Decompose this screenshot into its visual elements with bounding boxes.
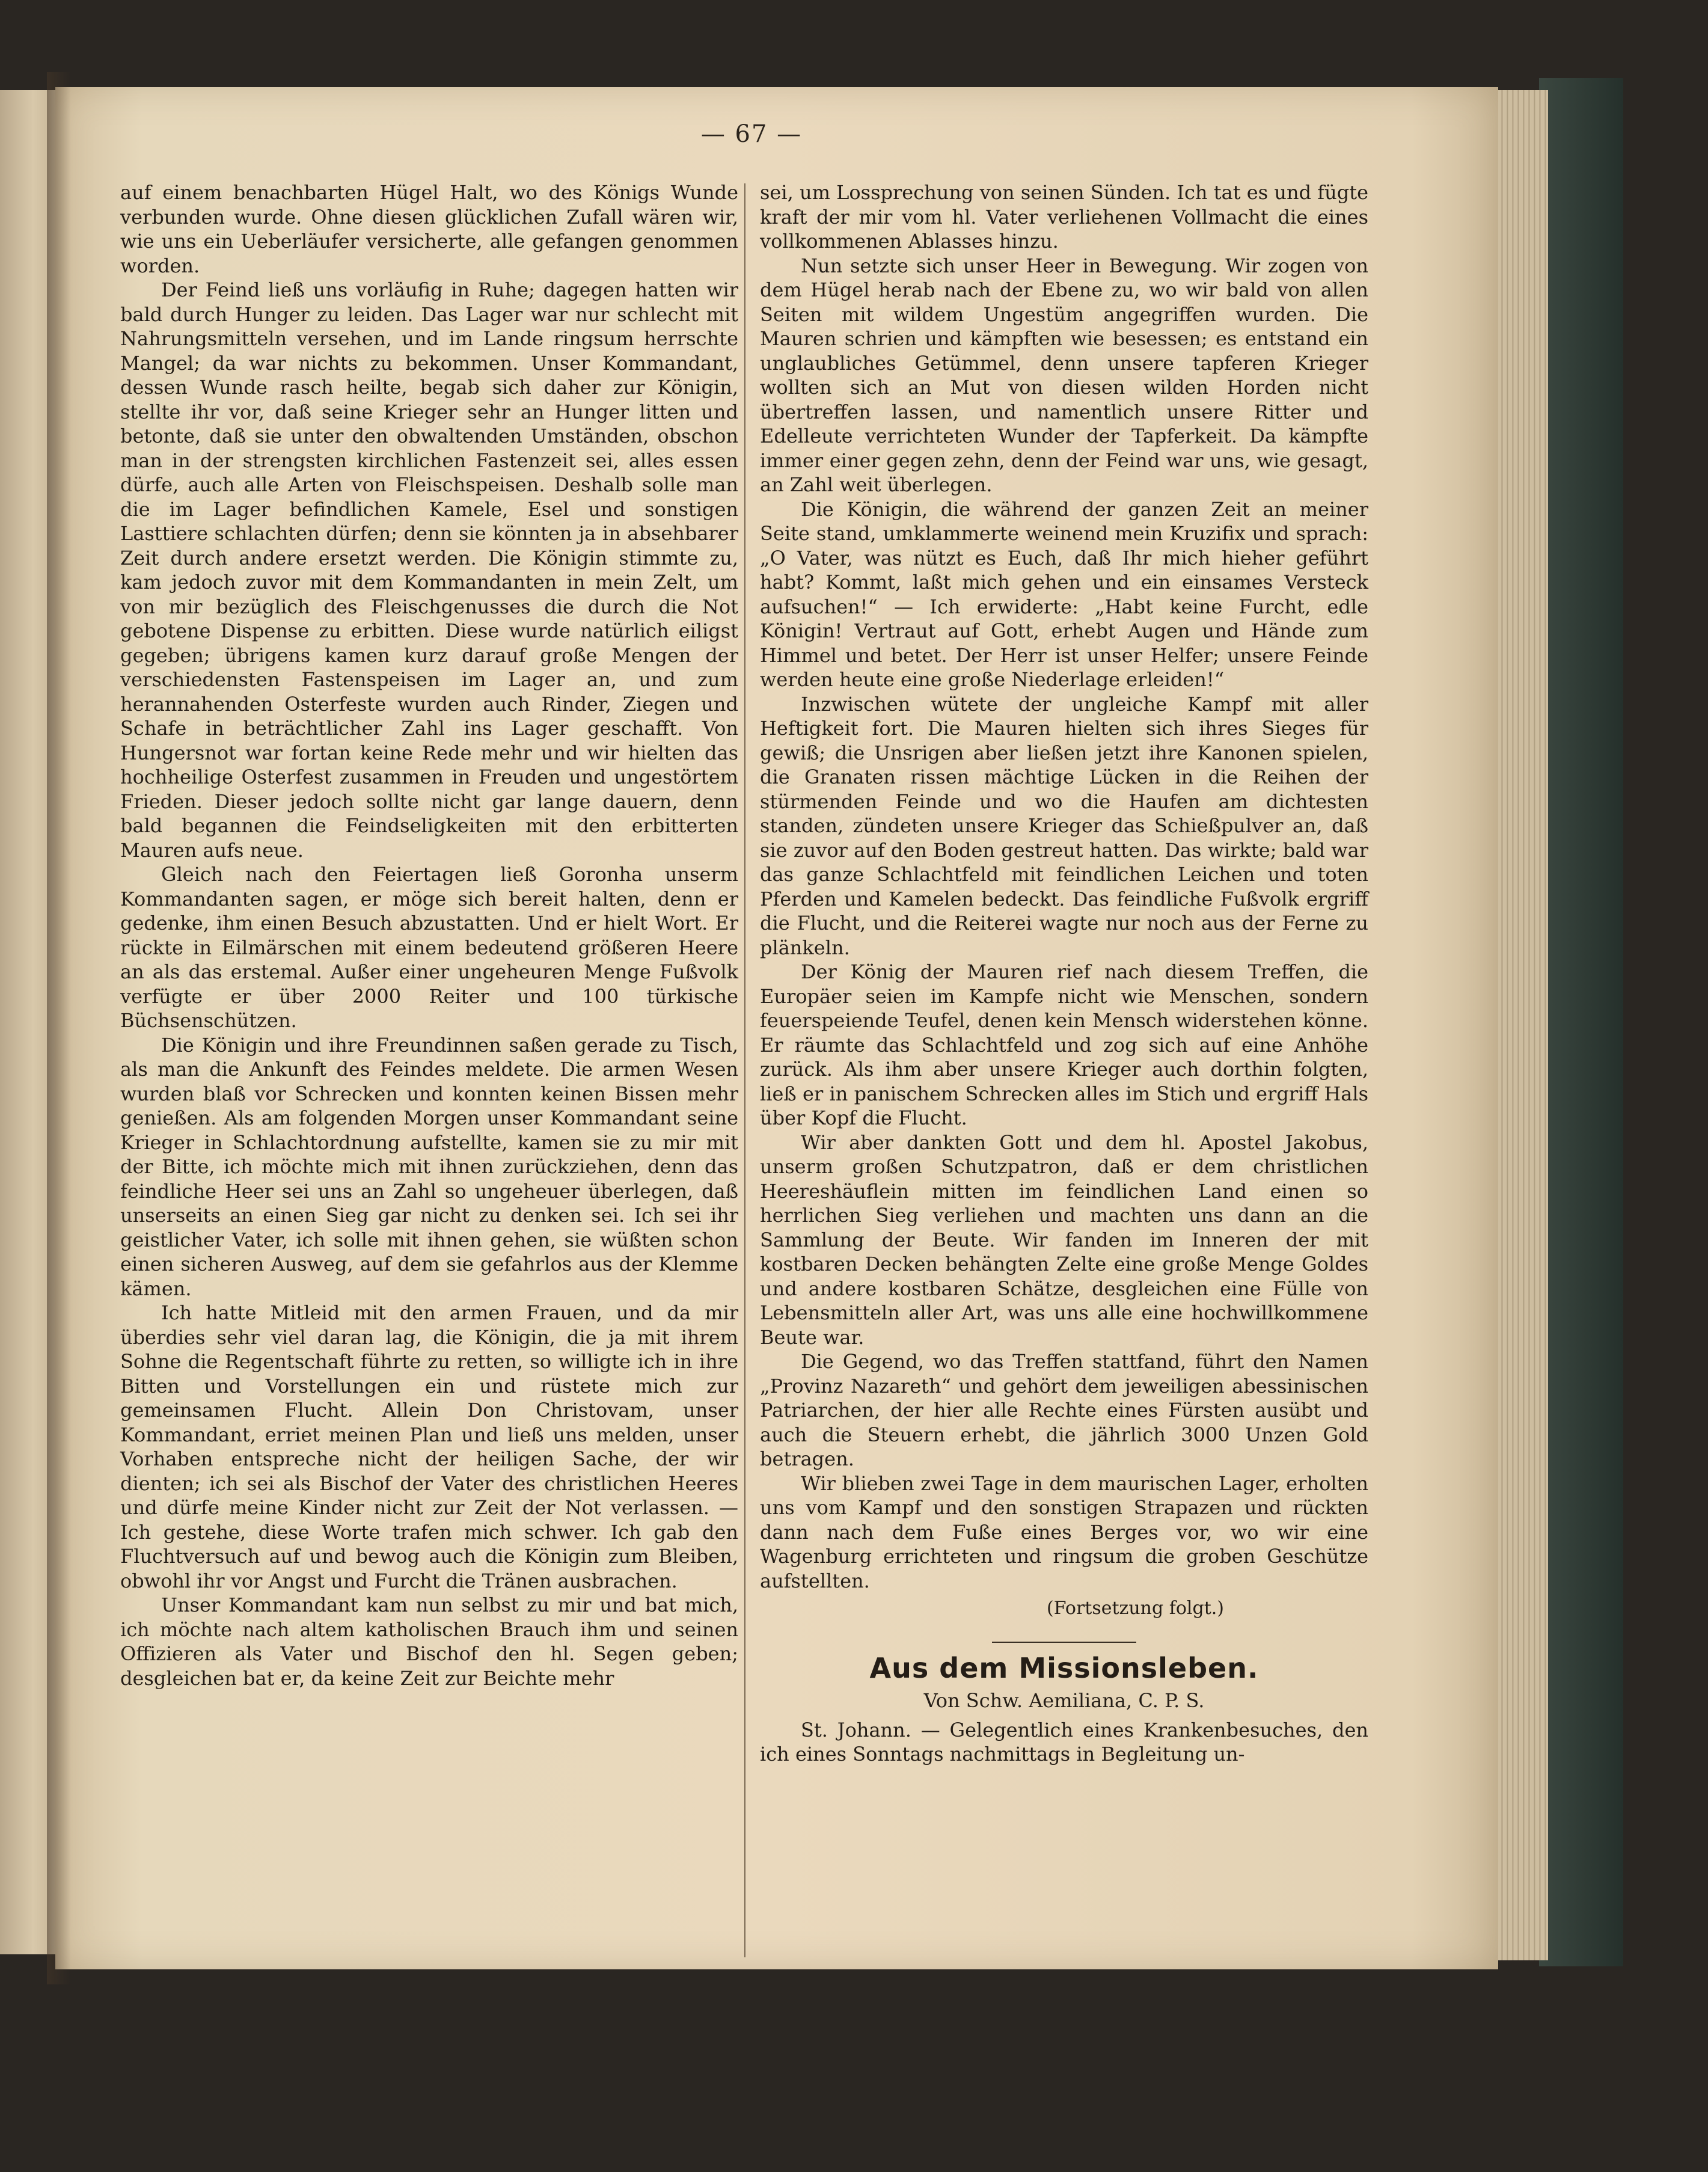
paragraph: Nun setzte sich unser Heer in Bewegung. Wir zogen von dem Hügel herab nach der Ebene zu, wo wir bald von allen Seiten mit wildem Ungestüm angegriffen wurden. Die Mauren schrien und kämpften wie besessen; es entstand ein unglaubliches Getümmel, denn unsere tapferen Krieger wollten sich an Mut von diesen wilden Horden nicht übertreffen lassen, und namentlich unsere Ritter und Edelleute verrichteten Wunder der Tapferkeit. Da kämpfte immer einer gegen zehn, denn der Feind war uns, wie gesagt, an Zahl weit überlegen.: [760, 254, 1368, 496]
paragraph: sei, um Lossprechung von seinen Sünden. Ich tat es und fügte kraft der mir vom hl. Vater verliehenen Vollmacht die eines vollkommenen Ablasses hinzu.: [760, 181, 1368, 253]
paragraph: auf einem benachbarten Hügel Halt, wo des Königs Wunde verbunden wurde. Ohne diesen glücklichen Zufall wären wir, wie uns ein Ueberläufer versicherte, alle gefangen genommen worden.: [120, 181, 738, 277]
paragraph: Die Königin, die während der ganzen Zeit an meiner Seite stand, umklammerte weinend mein Kruzifix und sprach: „O Vater, was nützt es Euch, daß Ihr mich hieher geführt habt? Kommt, laßt mich gehen und ein einsames Versteck aufsuchen!“ — Ich erwiderte: „Habt keine Furcht, edle Königin! Vertraut auf Gott, erhebt Augen und Hände zum Himmel und betet. Der Herr ist unser Helfer; unsere Feinde werden heute eine große Niederlage erleiden!“: [760, 497, 1368, 691]
page-number: — 67 —: [700, 120, 803, 148]
paragraph: St. Johann. — Gelegentlich eines Krankenbesuches, den ich eines Sonntags nachmittags in Begleitung un-: [760, 1718, 1368, 1766]
column-divider: [744, 183, 745, 1957]
book-cover-board: [1539, 78, 1623, 1966]
paragraph: Der König der Mauren rief nach diesem Treffen, die Europäer seien im Kampfe nicht wie Menschen, sondern feuerspeiende Teufel, denen kein Mensch widerstehen könne. Er räumte das Schlachtfeld und zog sich auf eine Anhöhe zurück. Als ihm aber unsere Krieger auch dorthin folgten, ließ er in panischem Schrecken alles im Stich und ergriff Hals über Kopf die Flucht.: [760, 960, 1368, 1129]
paragraph: Inzwischen wütete der ungleiche Kampf mit aller Heftigkeit fort. Die Mauren hielten sich ihres Sieges für gewiß; die Unsrigen aber ließen jetzt ihre Kanonen spielen, die Granaten rissen mächtige Lücken in die Reihen der stürmenden Feinde und wo die Haufen am dichtesten standen, zündeten unsere Krieger das Schießpulver an, daß sie zuvor auf den Boden gestreut hatten. Das wirkte; bald war das ganze Schlachtfeld mit feindlichen Leichen und toten Pferden und Kamelen bedeckt. Das feindliche Fußvolk ergriff die Flucht, und die Reiterei wagte nur noch aus der Ferne zu plänkeln.: [760, 692, 1368, 959]
left-column: [120, 180, 738, 1690]
paragraph: Unser Kommandant kam nun selbst zu mir und bat mich, ich möchte nach altem katholischen Brauch ihm und seinen Offizieren als Vater und Bischof den hl. Segen geben; desgleichen bat er, da keine Zeit zur Beichte mehr: [120, 1594, 738, 1690]
paragraph: Wir blieben zwei Tage in dem maurischen Lager, erholten uns vom Kampf und den sonstigen Strapazen und rückten dann nach dem Fuße eines Berges vor, wo wir eine Wagenburg errichteten und ringsum die groben Geschütze aufstellten.: [760, 1471, 1368, 1592]
section-heading: Aus dem Missionsleben.: [869, 1651, 1259, 1684]
paragraph: Die Königin und ihre Freundinnen saßen gerade zu Tisch, als man die Ankunft des Feindes meldete. Die armen Wesen wurden blaß vor Schrecken und konnten keinen Bissen mehr genießen. Als am folgenden Morgen unser Kommandant seine Krieger in Schlachtordnung aufstellte, kamen sie zu mir mit der Bitte, ich möchte mich mit ihnen zurückziehen, denn das feindliche Heer sei uns an Zahl so ungeheuer überlegen, daß unserseits an einen Sieg gar nicht zu denken sei. Ich sei ihr geistlicher Vater, ich solle mit ihnen gehen, sie wüßten schon einen sicheren Ausweg, auf dem sie gefahrlos aus der Klemme kämen.: [120, 1033, 738, 1300]
paragraph: Die Gegend, wo das Treffen stattfand, führt den Namen „Provinz Nazareth“ und gehört dem jeweiligen abessinischen Patriarchen, der hier alle Rechte eines Fürsten ausübt und auch die Steuern erhebt, die jährlich 3000 Unzen Gold betragen.: [760, 1350, 1368, 1470]
continuation-note: (Fortsetzung folgt.): [1047, 1598, 1224, 1619]
paragraph: Der Feind ließ uns vorläufig in Ruhe; dagegen hatten wir bald durch Hunger zu leiden. Das Lager war nur schlecht mit Nahrungsmitteln versehen, und im Lande ringsum herrschte Mangel; da war nichts zu bekommen. Unser Kommandant, dessen Wunde rasch heilte, begab sich daher zur Königin, stellte ihr vor, daß seine Krieger sehr an Hunger litten und betonte, daß sie unter den obwaltenden Umständen, obschon man in der strengsten kirchlichen Fastenzeit sei, alles essen dürfe, auch alle Arten von Fleischspeisen. Deshalb solle man die im Lager befindlichen Kamele, Esel und sonstigen Lasttiere schlachten dürfen; denn sie könnten ja in absehbarer Zeit durch andere ersetzt werden. Die Königin stimmte zu, kam jedoch zuvor mit dem Kommandanten in mein Zelt, um von mir bezüglich des Fleischgenusses die durch die Not gebotene Dispense zu erbitten. Diese wurde natürlich eiligst gegeben; übrigens kamen kurz darauf große Mengen der verschiedensten Fastenspeisen im Lager an, und zum herannahenden Osterfeste wurden auch Rinder, Ziegen und Schafe in beträchtlicher Zahl ins Lager geschafft. Von Hungersnot war fortan keine Rede mehr und wir hielten das hochheilige Osterfest zusammen in Freuden und ungestörtem Frieden. Dieser jedoch sollte nicht gar lange dauern, denn bald begannen die Feindseligkeiten mit den erbitterten Mauren aufs neue.: [120, 278, 738, 862]
section-byline: Von Schw. Aemiliana, C. P. S.: [923, 1689, 1205, 1712]
book-gutter-shadow: [47, 72, 71, 1984]
right-column: [760, 180, 1368, 1767]
paragraph: Ich hatte Mitleid mit den armen Frauen, und da mir überdies sehr viel daran lag, die Königin, die ja mit ihrem Sohne die Regentschaft führte zu retten, so willigte ich in ihre Bitten und Vorstellungen ein und rüstete mich zur gemeinsamen Flucht. Allein Don Christovam, unser Kommandant, erriet meinen Plan und ließ uns melden, unser Vorhaben entspreche nicht der heiligen Sache, der wir dienten; ich sei als Bischof der Vater des christlichen Heeres und dürfe meine Kinder nicht zur Zeit der Not verlassen. — Ich gestehe, diese Worte trafen mich schwer. Ich gab den Fluchtversuch auf und bewog auch die Königin zum Bleiben, obwohl ihr vor Angst und Furcht die Tränen ausbrachen.: [120, 1301, 738, 1592]
section-rule: [992, 1642, 1136, 1643]
paragraph: Gleich nach den Feiertagen ließ Goronha unserm Kommandanten sagen, er möge sich bereit halten, denn er gedenke, ihm einen Besuch abzustatten. Und er hielt Wort. Er rückte in Eilmärschen mit einem bedeutend größeren Heere an als das erstemal. Außer einer ungeheuren Menge Fußvolk verfügte er über 2000 Reiter und 100 türkische Büchsenschützen.: [120, 863, 738, 1032]
paragraph: Wir aber dankten Gott und dem hl. Apostel Jakobus, unserm großen Schutzpatron, daß er dem christlichen Heereshäuflein mitten im feindlichen Land einen so herrlichen Sieg verliehen und machten uns dann an die Sammlung der Beute. Wir fanden im Inneren der mit kostbaren Decken behängten Zelte eine große Menge Goldes und andere kostbaren Schätze, desgleichen eine Fülle von Lebensmitteln aller Art, was uns alle eine hochwillkommene Beute war.: [760, 1130, 1368, 1349]
